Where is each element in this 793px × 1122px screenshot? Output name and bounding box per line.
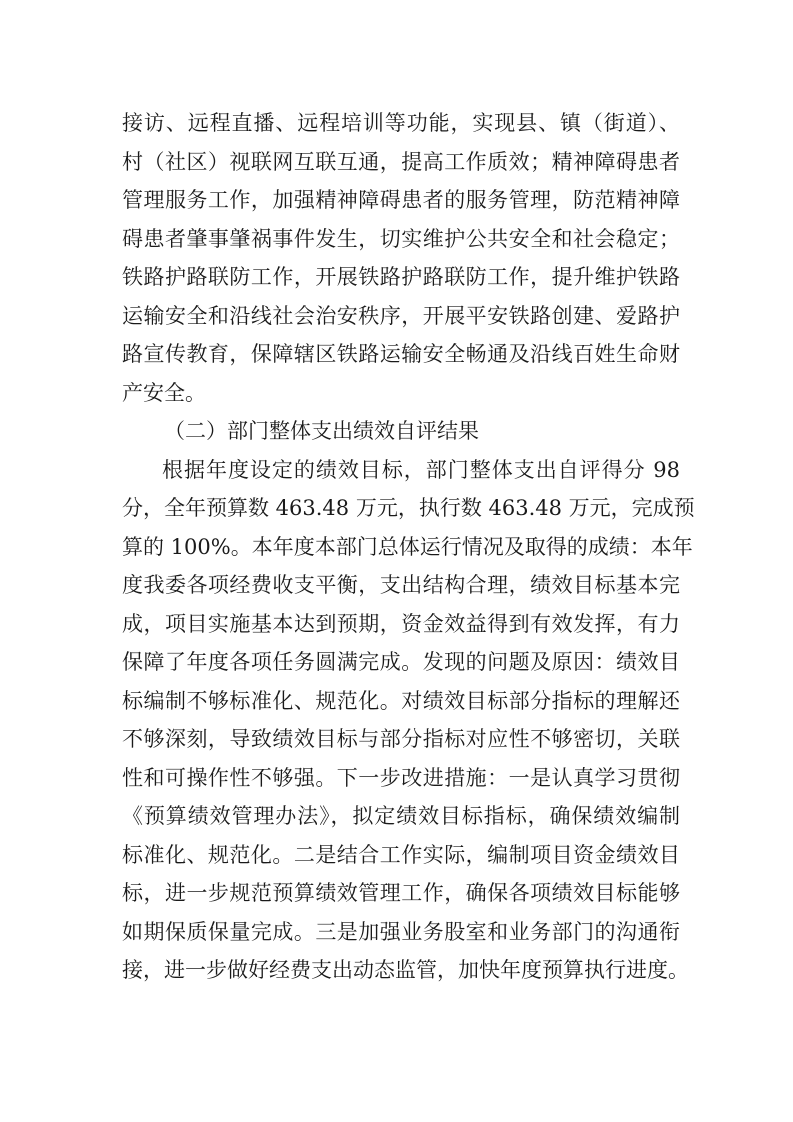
text-line: 性和可操作性不够强。下一步改进措施：一是认真学习贯彻 [122,765,680,790]
text-line: 碍患者肇事肇祸事件发生，切实维护公共安全和社会稳定； [122,226,680,251]
section-heading: （二）部门整体支出绩效自评结果 [164,419,479,443]
text-line: 《预算绩效管理办法》，拟定绩效目标指标，确保绩效编制 [122,804,680,828]
text-line: 村（社区）视联网互联互通，提高工作质效；精神障碍患者 [122,149,680,174]
text-line: 如期保质保量完成。三是加强业务股室和业务部门的沟通衔 [122,919,680,944]
text-line: 产安全。 [122,380,206,405]
text-line: 标准化、规范化。二是结合工作实际，编制项目资金绩效目 [122,842,680,867]
text-line: 接，进一步做好经费支出动态监管，加快年度预算执行进度。 [122,958,689,982]
text-line: 根据年度设定的绩效目标，部门整体支出自评得分 98 [162,457,680,482]
text-line: 标，进一步规范预算绩效管理工作，确保各项绩效目标能够 [122,881,680,905]
document-page [122,104,695,990]
text-line: 保障了年度各项任务圆满完成。发现的问题及原因：绩效目 [122,650,680,674]
text-line: 运输安全和沿线社会治安秩序，开展平安铁路创建、爱路护 [122,303,680,328]
text-line: 分，全年预算数 463.48 万元，执行数 463.48 万元，完成预 [122,496,695,520]
text-line: 度我委各项经费收支平衡，支出结构合理，绩效目标基本完 [122,573,680,597]
text-line: 接访、远程直播、远程培训等功能，实现县、镇（街道）、 [122,111,680,135]
text-line: 管理服务工作，加强精神障碍患者的服务管理，防范精神障 [122,188,680,212]
text-line: 成，项目实施基本达到预期，资金效益得到有效发挥，有力 [122,611,680,636]
paragraph-work-summary [122,104,680,412]
text-line: 不够深刻，导致绩效目标与部分指标对应性不够密切，关联 [122,727,680,751]
paragraph-self-evaluation [122,451,695,990]
text-line: 铁路护路联防工作，开展铁路护路联防工作，提升维护铁路 [122,265,680,289]
text-line: 算的 100%。本年度本部门总体运行情况及取得的成绩：本年 [122,534,693,559]
text-line: 路宣传教育，保障辖区铁路运输安全畅通及沿线百姓生命财 [122,342,680,366]
text-line: 标编制不够标准化、规范化。对绩效目标部分指标的理解还 [122,688,680,713]
